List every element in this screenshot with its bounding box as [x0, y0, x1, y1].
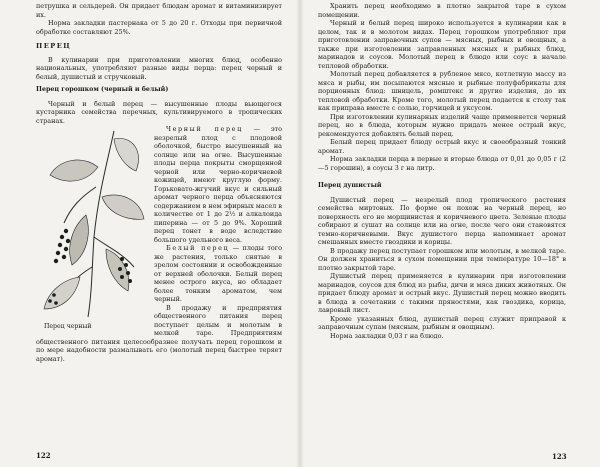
- term-white-pepper: Белый перец: [166, 244, 230, 252]
- paragraph-culinary: В кулинарии при приготовлении многих блюд, особенно национальных, употребляют разные виды перца: перец черный и белый, душистый и стручковый.: [36, 55, 282, 81]
- paragraph-allspice-norm: Норма закладки 0,03 г на блюдо.: [330, 331, 444, 340]
- subheading-allspice: Перец душистый: [318, 182, 382, 189]
- pepper-plant-drawing: [36, 127, 148, 323]
- paragraph-bw-lead: Черный и белый перец — высушенные плоды вьющегося кустарника семейства перечных, культивируемого в тропических странах.: [36, 99, 282, 125]
- right-page: [318, 0, 566, 467]
- figure-caption: Перец черный: [44, 323, 92, 330]
- paragraph-pepper-norm: Норма закладки перца в первые и вторые блюда от 0,01 до 0,05 г (2—5 горошин), в соусы 3 г на литр.: [318, 155, 566, 172]
- paragraph-parsnip-norm: Норма закладки пастернака от 5 до 20 г. Отходы при первичной обработке составляют 25%.: [36, 19, 282, 36]
- paragraph-white-taste: Белый перец придает блюду острый вкус и своеобразный тонкий аромат.: [318, 138, 566, 155]
- paragraph-ground: Молотый перец добавляется в рубленое мясо, котлетную массу из мяса и рыбы, им посыпаются мясные и рыбные полуфабрикаты для порционных блюд: шницель, ромштекс и другие изделия, до их тепловой обработки. Кроме того, молотый перец подается к столу так как приправа вместе с солью, горчицей и уксусом.: [318, 70, 566, 112]
- subheading-black-white: Перец горошком (черный и белый): [36, 86, 169, 93]
- paragraph-allspice-2: В продажу перец поступает горошком или молотым, в мелкой таре. Он должен храниться в сухом помещении при температуре 10—18° в плотно закрытой таре.: [318, 246, 566, 272]
- left-page: [36, 0, 282, 467]
- black-pepper-text: — это незрелый плод с плодовой оболочкой, быстро высушенный на солнце или на огне. Высушенные плоды перца покрыты сморщенной черной или черно-коричневой кожицей, имеют круглую форму. Горьковато-жгучий вкус и сильный аромат черного перца объясняются содержанием в нем эфирных масел в количестве от 1 до 2½ и алкалоида пиперина — от 5 до 9%. Хороший перец тонет в воде вследствие большого удельного веса.: [154, 125, 282, 244]
- page-number-right: 123: [552, 452, 567, 461]
- paragraph-allspice-4: Кроме указанных блюд, душистый перец служит приправой к заправочным супам (мясным, рыбным и овощным).: [318, 314, 566, 331]
- book-gutter: [296, 0, 304, 467]
- paragraph-storage: Хранить перец необходимо в плотно закрытой таре в сухом помещении.: [318, 2, 566, 19]
- paragraph-manufacture: При изготовлении кулинарных изделий чаще применяется черный перец, но в блюда, которым нужно придать менее острый вкус, рекомендуется добавлять белый перец.: [318, 112, 566, 138]
- paragraph-intro: петрушка и сельдерей. Он придает блюдам аромат и витаминизирует их.: [36, 2, 282, 19]
- paragraph-allspice-3: Душистый перец применяется в кулинарии при изготовлении маринадов, соусов для блюд из рыбы, дичи и мяса диких животных. Он придает блюду аромат и острый вкус. Душистый перец можно вводить в блюда в сочетании с такими пряностями, как гвоздика, корица, лавровый лист.: [318, 272, 566, 314]
- paragraph-trade: В продажу и предприятия общественного питания перец поступает целым и молотым в мелкой таре. Предприятиям общественного питания целесообразнее получать перец горошком и по мере надобности размалывать его (молотый перец быстрее теряет аромат).: [36, 303, 282, 363]
- paragraph-allspice-1: Душистый перец — незрелый плод тропического растения семейства миртовых. По форме он похож на черный перец, но поверхность его не морщинистая и коричневого цвета. Зеленые плоды собирают и сушат на солнце или на огне, после чего они становятся темно-коричневыми. Вкус душистого перца напоминает аромат смешанных вместе гвоздики и корицы.: [318, 195, 566, 246]
- white-pepper-text: — плоды того же растения, только снятые в зрелом состоянии и освобожденные от верхней оболочки. Белый перец менее острого вкуса, но обладает более тонким ароматом, чем черный.: [154, 244, 282, 303]
- page-number-left: 122: [36, 451, 51, 460]
- paragraph-usage: Черный и белый перец широко используется в кулинарии как в целом, так и в молотом видах. Перец горошком употребляют при приготовлении заправочных супов — мясных, рыбных и овощных, а также при изготовлении заправленных мясных и рыбных блюд, маринадов и соусов. Молотый перец в блюдо или соус в начале тепловой обработки.: [318, 19, 566, 70]
- pepper-illustration: [36, 127, 148, 335]
- section-heading-pepper: ПЕРЕЦ: [36, 42, 72, 50]
- term-black-pepper: Черный перец: [166, 125, 243, 133]
